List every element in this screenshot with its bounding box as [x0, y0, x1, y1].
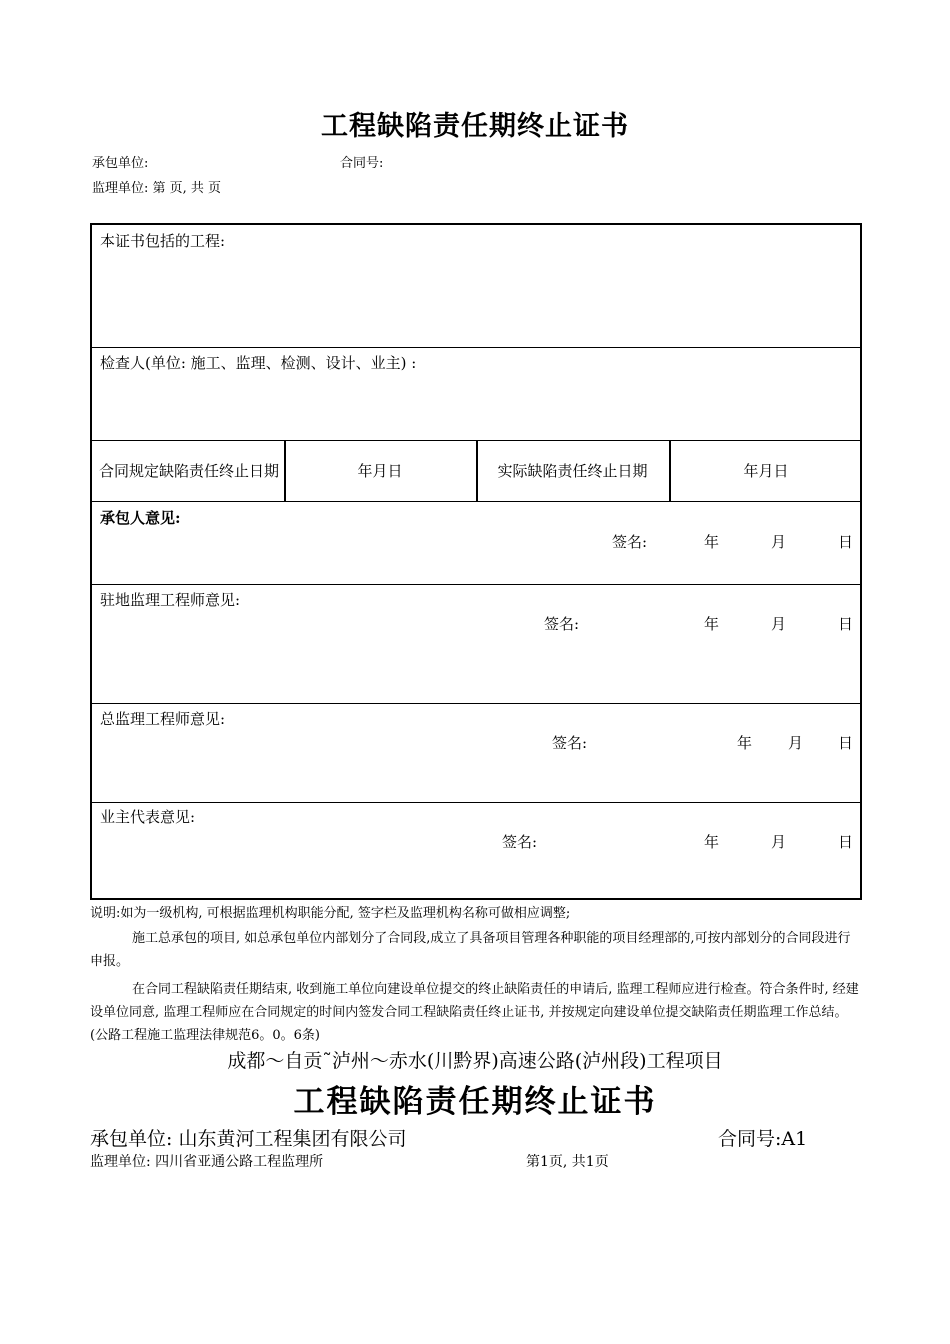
note-paragraph-2: 施工总承包的项目, 如总承包单位内部划分了合同段,成立了具备项目管理各种职能的项目经理部的,可按内部划分的合同段进行申报。	[90, 931, 851, 969]
chief-year: 年	[737, 734, 753, 752]
contractor-opinion-label: 承包人意见:	[100, 509, 181, 527]
project-name: 成都～自贡˜泸州～赤水(川黔界)高速公路(泸州段)工程项目	[227, 1050, 723, 1072]
resident-year: 年	[704, 615, 720, 633]
note-paragraph-3: 在合同工程缺陷责任期结束, 收到施工单位向建设单位提交的终止缺陷责任的申请后, 监理工程师应进行检查。符合条件时, 经建设单位同意, 监理工程师应在合同规定的时间内签发合同工程缺陷责任终止证书, 并按规定向建设单位提交缺陷责任期监理工作总结。(公路工程施工监理法律规范6。0。6条)	[90, 982, 859, 1043]
resident-month: 月	[771, 615, 787, 633]
works-label: 本证书包括的工程:	[100, 232, 226, 250]
owner-opinion-label: 业主代表意见:	[100, 808, 196, 826]
actual-end-date-value: 年月日	[743, 462, 789, 480]
page-title: 工程缺陷责任期终止证书	[321, 111, 629, 142]
second-contractor: 承包单位: 山东黄河工程集团有限公司	[90, 1128, 407, 1150]
contract-end-date-label: 合同规定缺陷责任终止日期	[98, 462, 279, 480]
inspectors-label: 检查人(单位: 施工、监理、检测、设计、业主) :	[100, 354, 417, 372]
owner-year: 年	[704, 833, 720, 851]
owner-sign-label: 签名:	[502, 833, 538, 851]
supervisor-line: 监理单位: 第 页, 共 页	[92, 181, 222, 196]
second-title: 工程缺陷责任期终止证书	[293, 1084, 657, 1120]
contract-no-label: 合同号:	[340, 156, 384, 171]
contractor-day: 日	[838, 533, 854, 551]
chief-sign-label: 签名:	[552, 734, 588, 752]
contractor-year: 年	[704, 533, 720, 551]
actual-end-date-label: 实际缺陷责任终止日期	[497, 462, 648, 480]
resident-day: 日	[838, 615, 854, 633]
owner-month: 月	[771, 833, 787, 851]
owner-day: 日	[838, 833, 854, 851]
contractor-month: 月	[771, 533, 787, 551]
chief-day: 日	[838, 734, 854, 752]
chief-month: 月	[788, 734, 804, 752]
chief-opinion-label: 总监理工程师意见:	[100, 710, 226, 728]
second-contract-no: 合同号:A1	[718, 1128, 808, 1150]
second-page-count: 第1页, 共1页	[526, 1154, 609, 1170]
contractor-sign-label: 签名:	[612, 533, 648, 551]
note-line-1: 说明:如为一级机构, 可根据监理机构职能分配, 签字栏及监理机构名称可做相应调整;	[90, 906, 571, 921]
contractor-label: 承包单位:	[92, 156, 149, 171]
resident-sign-label: 签名:	[544, 615, 580, 633]
second-supervisor: 监理单位: 四川省亚通公路工程监理所	[90, 1154, 324, 1170]
resident-opinion-label: 驻地监理工程师意见:	[100, 591, 241, 609]
certificate-form	[90, 223, 862, 900]
contract-end-date-value: 年月日	[357, 462, 403, 480]
